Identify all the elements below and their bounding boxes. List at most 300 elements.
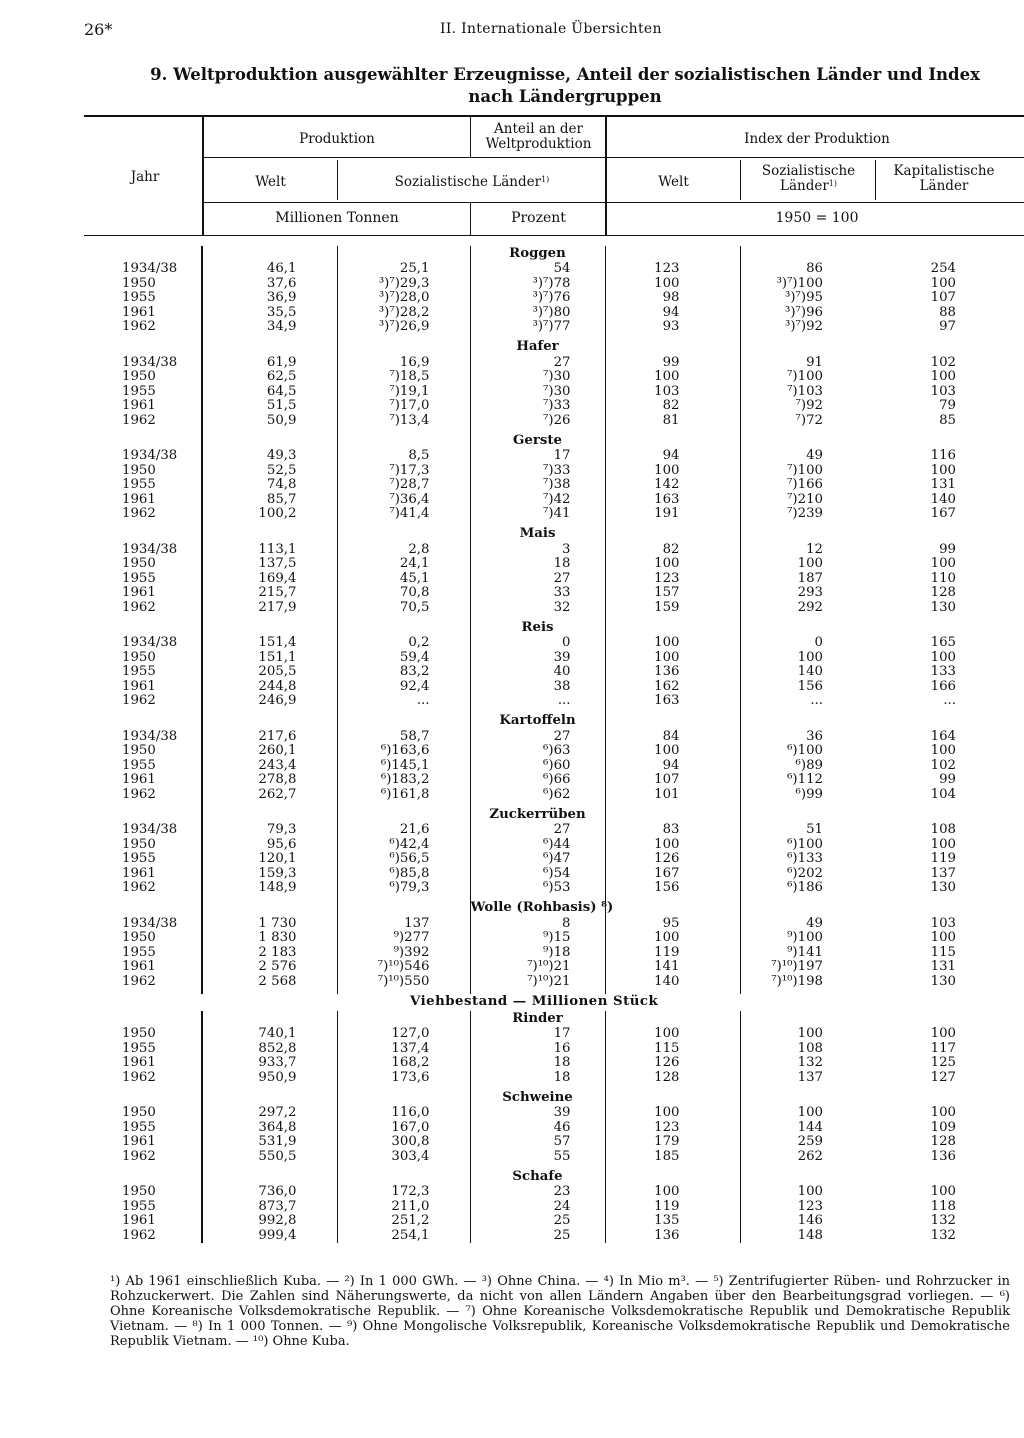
value-cell: 98 [605, 291, 740, 306]
table-row [84, 370, 1020, 385]
year-cell: 1934/38 [122, 354, 178, 370]
value-cell: 126 [605, 852, 740, 867]
value-cell: 135 [605, 1214, 740, 1229]
value-cell: ⁷)166 [740, 478, 875, 493]
value-cell: 115 [605, 1042, 740, 1057]
value-cell: 21,6 [337, 823, 470, 838]
unit-millionen-tonnen: Millionen Tonnen [275, 210, 399, 226]
section-header [84, 527, 1020, 543]
year-cell: 1962 [122, 412, 156, 428]
value-cell: 16,9 [337, 356, 470, 371]
value-cell: 126 [605, 1056, 740, 1071]
value-cell: 49,3 [202, 449, 337, 464]
section-title: Gerste [470, 433, 605, 449]
value-cell: 100 [930, 836, 956, 852]
value-cell: 85,7 [202, 493, 337, 508]
year-cell: 1950 [122, 369, 156, 384]
year-cell: 1955 [122, 1198, 156, 1214]
value-cell: ⁷)42 [470, 493, 605, 508]
value-cell: 103 [930, 915, 956, 931]
table-row [84, 306, 1020, 321]
value-cell: 110 [930, 570, 956, 586]
value-cell: 168,2 [337, 1056, 470, 1071]
year-cell: 1955 [122, 851, 156, 866]
value-cell: 104 [930, 786, 956, 802]
value-cell: 140 [930, 491, 956, 507]
value-cell: ⁷)30 [470, 385, 605, 400]
value-cell: 187 [740, 572, 875, 587]
value-cell: 166 [930, 678, 956, 694]
table-row [84, 399, 1020, 414]
value-cell: 130 [930, 599, 956, 615]
value-cell: 100 [605, 651, 740, 666]
value-cell: 18 [470, 1056, 605, 1071]
value-cell: 132 [930, 1213, 956, 1228]
value-cell: 115 [930, 944, 956, 960]
value-cell: 27 [470, 356, 605, 371]
value-cell: ⁶)53 [470, 881, 605, 896]
section-header [84, 1011, 1020, 1027]
value-cell: 61,9 [202, 356, 337, 371]
value-cell: 25 [470, 1214, 605, 1229]
value-cell: 101 [605, 788, 740, 803]
value-cell: 254,1 [337, 1229, 470, 1244]
value-cell: 136 [605, 1229, 740, 1244]
value-cell: ³)⁷)96 [740, 306, 875, 321]
value-cell: 46,1 [202, 262, 337, 277]
value-cell: 123 [605, 262, 740, 277]
section-title: Wolle (Rohbasis) ⁸) [470, 900, 614, 916]
value-cell: 113,1 [202, 543, 337, 558]
value-cell: 45,1 [337, 572, 470, 587]
value-cell: 165 [930, 635, 956, 650]
table-row [84, 867, 1020, 882]
value-cell: 50,9 [202, 414, 337, 429]
value-cell: ⁷)103 [740, 385, 875, 400]
table-row [84, 1229, 1020, 1244]
value-cell: 137,5 [202, 557, 337, 572]
value-cell: ⁶)85,8 [337, 867, 470, 882]
value-cell: ⁶)63 [470, 744, 605, 759]
value-cell: ⁷)100 [740, 370, 875, 385]
value-cell: ⁹)141 [740, 946, 875, 961]
table-row [84, 572, 1020, 587]
col-header-soz: Sozialistische Länder$^{1)}$ [394, 174, 550, 190]
table-row [84, 601, 1020, 616]
value-cell: 27 [470, 823, 605, 838]
value-cell: 100 [930, 275, 956, 291]
value-cell: 100 [930, 1105, 956, 1120]
year-cell: 1961 [122, 959, 156, 974]
value-cell: 364,8 [202, 1121, 337, 1136]
table-row [84, 1071, 1020, 1086]
header-top-rule [84, 115, 1024, 117]
table-row [84, 881, 1020, 896]
value-cell: 100 [605, 370, 740, 385]
value-cell: 128 [605, 1071, 740, 1086]
value-cell: 95 [605, 917, 740, 932]
section-header [84, 901, 1020, 917]
year-cell: 1955 [122, 1119, 156, 1135]
value-cell: 79,3 [202, 823, 337, 838]
header-divider [470, 203, 471, 235]
value-cell: 103 [605, 385, 740, 400]
section-title: Mais [470, 527, 605, 543]
value-cell: 119 [930, 851, 956, 866]
value-cell: 99 [939, 541, 956, 557]
year-cell: 1961 [122, 491, 156, 507]
value-cell: 100 [605, 1185, 740, 1200]
value-cell: 100 [740, 1106, 875, 1121]
value-cell: 144 [740, 1121, 875, 1136]
table-row [84, 291, 1020, 306]
col-header-welt: Welt [255, 174, 286, 190]
value-cell: 102 [930, 354, 956, 370]
col-header-kap-index: Kapitalistische Länder [893, 163, 995, 194]
value-cell: ⁶)60 [470, 759, 605, 774]
value-cell: 132 [930, 1227, 956, 1243]
value-cell: 300,8 [337, 1135, 470, 1150]
value-cell: 244,8 [202, 680, 337, 695]
section-header [84, 1169, 1020, 1185]
value-cell: 84 [605, 730, 740, 745]
value-cell: 97 [939, 319, 956, 334]
value-cell: 217,6 [202, 730, 337, 745]
value-cell: 0,2 [337, 636, 470, 651]
page-number: 26* [84, 20, 113, 39]
col-header-soz-index: Sozialistische Länder$^{1)}$ [761, 163, 856, 194]
value-cell: 148,9 [202, 881, 337, 896]
value-cell: ⁷)¹⁰)546 [337, 960, 470, 975]
value-cell: 0 [740, 636, 875, 651]
year-cell: 1962 [122, 1227, 156, 1243]
value-cell: 16 [470, 1042, 605, 1057]
table-row [84, 651, 1020, 666]
value-cell: 58,7 [337, 730, 470, 745]
value-cell: 57 [470, 1135, 605, 1150]
header-rule [607, 202, 1024, 203]
value-cell: ⁶)163,6 [337, 744, 470, 759]
section-title: Schafe [470, 1169, 605, 1185]
value-cell: 185 [605, 1150, 740, 1165]
year-cell: 1934/38 [122, 915, 178, 931]
value-cell: ⁷)33 [470, 464, 605, 479]
value-cell: 120,1 [202, 852, 337, 867]
value-cell: 243,4 [202, 759, 337, 774]
header-divider [470, 117, 471, 157]
value-cell: 123 [605, 1121, 740, 1136]
value-cell: 2 576 [202, 960, 337, 975]
section-header [84, 807, 1020, 823]
value-cell: 25 [470, 1229, 605, 1244]
year-cell: 1955 [122, 1040, 156, 1056]
value-cell: 36 [740, 730, 875, 745]
value-cell: 0 [470, 636, 605, 651]
value-cell: 127,0 [337, 1027, 470, 1042]
table-row [84, 493, 1020, 508]
year-cell: 1955 [122, 383, 156, 399]
year-cell: 1934/38 [122, 448, 178, 463]
year-cell: 1950 [122, 1184, 156, 1199]
value-cell: 100 [740, 1185, 875, 1200]
value-cell: ⁶)161,8 [337, 788, 470, 803]
value-cell: 1 830 [202, 931, 337, 946]
value-cell: ⁷)13,4 [337, 414, 470, 429]
year-cell: 1961 [122, 865, 156, 881]
year-cell: 1950 [122, 930, 156, 945]
value-cell: ⁷)41,4 [337, 507, 470, 522]
value-cell: 34,9 [202, 320, 337, 335]
section-title: Reis [470, 620, 605, 636]
value-cell: ⁹)277 [337, 931, 470, 946]
value-cell: 137 [930, 865, 956, 881]
value-cell: ⁶)100 [740, 838, 875, 853]
value-cell: 100 [930, 1026, 956, 1041]
year-cell: 1950 [122, 1105, 156, 1120]
value-cell: 205,5 [202, 665, 337, 680]
value-cell: 49 [740, 449, 875, 464]
value-cell: ⁷)28,7 [337, 478, 470, 493]
table-row [84, 277, 1020, 292]
table-title-line2: nach Ländergruppen [468, 87, 662, 106]
value-cell: 163 [605, 694, 740, 709]
value-cell: 24 [470, 1200, 605, 1215]
header-rule [607, 157, 1024, 158]
value-cell: 127 [930, 1069, 956, 1085]
value-cell: 108 [740, 1042, 875, 1057]
value-cell: 156 [740, 680, 875, 695]
value-cell: 278,8 [202, 773, 337, 788]
table-row [84, 960, 1020, 975]
table-row [84, 917, 1020, 932]
header-rule [204, 202, 605, 203]
value-cell: 8,5 [337, 449, 470, 464]
value-cell: 179 [605, 1135, 740, 1150]
value-cell: 259 [740, 1135, 875, 1150]
value-cell: 136 [930, 1148, 956, 1164]
section-header [84, 246, 1020, 262]
col-header-welt-index: Welt [658, 174, 689, 190]
table-row [84, 680, 1020, 695]
value-cell: ⁶)54 [470, 867, 605, 882]
table-row [84, 730, 1020, 745]
value-cell: 128 [930, 585, 956, 600]
value-cell: 148 [740, 1229, 875, 1244]
year-cell: 1934/38 [122, 261, 178, 276]
value-cell: 102 [930, 757, 956, 773]
value-cell: ⁹)15 [470, 931, 605, 946]
section-title: Rinder [470, 1011, 605, 1027]
value-cell: ⁷)26 [470, 414, 605, 429]
table-row [84, 414, 1020, 429]
value-cell: 103 [930, 383, 956, 399]
value-cell: 18 [470, 557, 605, 572]
table-row [84, 557, 1020, 572]
table-row [84, 507, 1020, 522]
table-row [84, 773, 1020, 788]
value-cell: 100 [930, 462, 956, 478]
value-cell: 33 [470, 586, 605, 601]
year-cell: 1961 [122, 772, 156, 787]
value-cell: 82 [605, 543, 740, 558]
value-cell: 59,4 [337, 651, 470, 666]
table-row [84, 262, 1020, 277]
year-cell: 1955 [122, 664, 156, 679]
value-cell: 18 [470, 1071, 605, 1086]
value-cell: 293 [740, 586, 875, 601]
value-cell: ⁷)33 [470, 399, 605, 414]
value-cell: 100 [930, 369, 956, 384]
value-cell: 64,5 [202, 385, 337, 400]
year-cell: 1950 [122, 1026, 156, 1041]
value-cell: 167 [930, 506, 956, 521]
value-cell: 100 [740, 651, 875, 666]
table-row [84, 478, 1020, 493]
value-cell: 132 [740, 1056, 875, 1071]
value-cell: 1 730 [202, 917, 337, 932]
table-row [84, 385, 1020, 400]
value-cell: 156 [605, 881, 740, 896]
year-cell: 1950 [122, 836, 156, 852]
table-row [84, 356, 1020, 371]
value-cell: ⁶)186 [740, 881, 875, 896]
year-cell: 1961 [122, 304, 156, 320]
value-cell: ⁷)210 [740, 493, 875, 508]
header-divider [337, 160, 338, 200]
value-cell: 2,8 [337, 543, 470, 558]
year-cell: 1934/38 [122, 635, 178, 650]
year-cell: 1950 [122, 556, 156, 571]
value-cell: 159,3 [202, 867, 337, 882]
value-cell: 93 [605, 320, 740, 335]
section-header [84, 433, 1020, 449]
value-cell: 116,0 [337, 1106, 470, 1121]
value-cell: 79 [939, 398, 956, 413]
value-cell: 167,0 [337, 1121, 470, 1136]
value-cell: 85 [939, 412, 956, 428]
table-row [84, 1185, 1020, 1200]
year-cell: 1962 [122, 1148, 156, 1164]
value-cell: ⁶)42,4 [337, 838, 470, 853]
year-cell: 1955 [122, 757, 156, 773]
value-cell: 70,5 [337, 601, 470, 616]
value-cell: 169,4 [202, 572, 337, 587]
value-cell: 32 [470, 601, 605, 616]
year-cell: 1961 [122, 398, 156, 413]
value-cell: 52,5 [202, 464, 337, 479]
value-cell: 123 [605, 572, 740, 587]
table-row [84, 1056, 1020, 1071]
section-header [84, 340, 1020, 356]
value-cell: 100,2 [202, 507, 337, 522]
value-cell: 131 [930, 477, 956, 492]
value-cell: 100 [605, 464, 740, 479]
table-row [84, 759, 1020, 774]
value-cell: ... [470, 694, 605, 709]
table-row [84, 852, 1020, 867]
value-cell: ⁶)47 [470, 852, 605, 867]
section-title: Schweine [470, 1090, 605, 1106]
section-title: Roggen [470, 246, 605, 262]
value-cell: 92,4 [337, 680, 470, 695]
value-cell: 125 [930, 1055, 956, 1070]
value-cell: 873,7 [202, 1200, 337, 1215]
value-cell: ⁷)72 [740, 414, 875, 429]
value-cell: 163 [605, 493, 740, 508]
table-row [84, 1200, 1020, 1215]
value-cell: 999,4 [202, 1229, 337, 1244]
value-cell: 74,8 [202, 478, 337, 493]
year-cell: 1955 [122, 570, 156, 586]
value-cell: 24,1 [337, 557, 470, 572]
value-cell: ⁶)99 [740, 788, 875, 803]
value-cell: 191 [605, 507, 740, 522]
value-cell: 94 [605, 306, 740, 321]
year-cell: 1962 [122, 880, 156, 895]
value-cell: 99 [605, 356, 740, 371]
value-cell: 83,2 [337, 665, 470, 680]
value-cell: 100 [930, 556, 956, 571]
value-cell: 933,7 [202, 1056, 337, 1071]
value-cell: ⁷)¹⁰)21 [470, 960, 605, 975]
value-cell: 94 [605, 449, 740, 464]
value-cell: ⁷)19,1 [337, 385, 470, 400]
value-cell: 950,9 [202, 1071, 337, 1086]
col-header-jahr: Jahr [130, 169, 160, 185]
value-cell: 130 [930, 880, 956, 895]
table-row [84, 586, 1020, 601]
table-title-line1: 9. Weltproduktion ausgewählter Erzeugnisse, Anteil der sozialistischen Länder und Index [150, 65, 980, 84]
value-cell: 100 [605, 931, 740, 946]
year-cell: 1962 [122, 1069, 156, 1085]
value-cell: ⁶)145,1 [337, 759, 470, 774]
value-cell: 211,0 [337, 1200, 470, 1215]
value-cell: 136 [605, 665, 740, 680]
year-cell: 1950 [122, 743, 156, 758]
value-cell: 2 568 [202, 975, 337, 990]
value-cell: 119 [605, 946, 740, 961]
table-row [84, 449, 1020, 464]
value-cell: ⁹)100 [740, 931, 875, 946]
value-cell: ³)⁷)26,9 [337, 320, 470, 335]
table-row [84, 931, 1020, 946]
value-cell: 62,5 [202, 370, 337, 385]
value-cell: ⁶)89 [740, 759, 875, 774]
table-row [84, 464, 1020, 479]
value-cell: 100 [930, 930, 956, 945]
value-cell: ⁷)18,5 [337, 370, 470, 385]
value-cell: 116 [930, 448, 956, 463]
value-cell: 303,4 [337, 1150, 470, 1165]
value-cell: 100 [605, 277, 740, 292]
value-cell: 38 [470, 680, 605, 695]
value-cell: 100 [740, 1027, 875, 1042]
table-row [84, 744, 1020, 759]
value-cell: 131 [930, 959, 956, 974]
table-row [84, 1027, 1020, 1042]
value-cell: 51,5 [202, 399, 337, 414]
value-cell: 260,1 [202, 744, 337, 759]
value-cell: ³)⁷)29,3 [337, 277, 470, 292]
value-cell: 40 [470, 665, 605, 680]
year-cell: 1962 [122, 693, 156, 708]
col-header-produktion: Produktion [299, 131, 375, 147]
value-cell: 100 [605, 744, 740, 759]
value-cell: 46 [470, 1121, 605, 1136]
table-row [84, 823, 1020, 838]
year-cell: 1962 [122, 599, 156, 615]
value-cell: 108 [930, 822, 956, 837]
